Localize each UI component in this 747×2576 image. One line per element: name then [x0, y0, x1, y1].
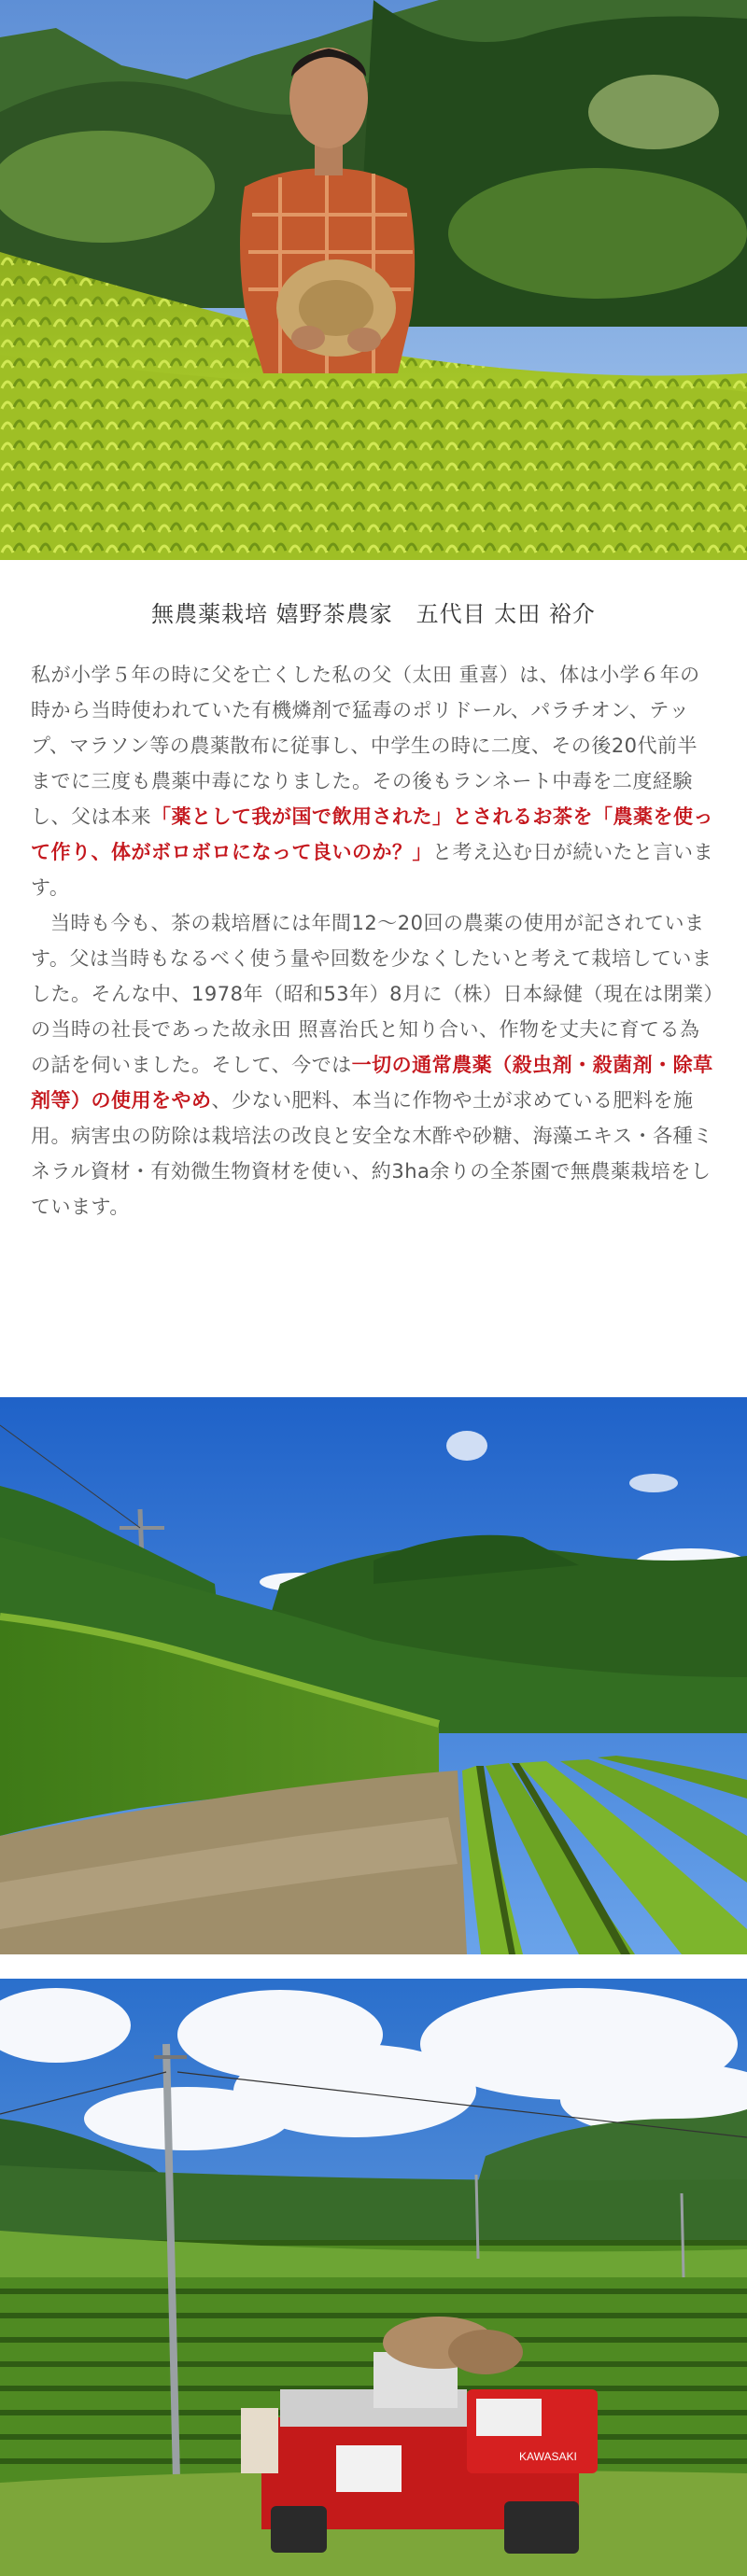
machine-brand-text: KAWASAKI — [519, 2450, 577, 2463]
page-title: 無農薬栽培 嬉野茶農家 五代目 太田 裕介 — [151, 601, 596, 627]
paragraph-text: 当時も今も、茶の栽培暦には年間12～20回の農薬の使用が記されています。父は当時もなるべく使う量や回数を少なくしたいと考えて栽培していました。そんな中、1978年（昭和53年）8月に（株）日本緑健（現在は閉業）の当時の社長であった故永田 照喜治氏と知り合い、作物を丈夫に育てる為の話を伺いました。そして、今では — [31, 912, 714, 1076]
emphasis-text: 一切の通常農薬（殺虫剤・殺菌剤・除草剤等）の使用をやめ — [31, 1054, 713, 1112]
farmer-in-tea-field-photo — [0, 0, 747, 560]
paragraph-text: 、少ない肥料、本当に作物や土が求めている肥料を施用。病害虫の防除は栽培法の改良と安全な木酢や砂糖、海藻エキス・各種ミネラル資材・有効微生物資材を使い、約3ha余りの全茶園で無農薬栽培をしています。 — [31, 1089, 713, 1218]
tea-harvester-photo — [0, 1979, 747, 2576]
paragraph-text: 私が小学５年の時に父を亡くした私の父（太田 重喜）は、体は小学６年の時から当時使われていた有機燐剤で猛毒のポリドール、パラチオン、テップ、マラソン等の農薬散布に従事し、中学生の時に二度、その後20代前半までに三度も農薬中毒になりました。その後もランネート中毒を二度経験し、父は本来 — [31, 664, 700, 828]
tea-terraces-photo — [0, 1397, 747, 1954]
story-text — [31, 657, 716, 1225]
paragraph-text: と考え込む日が続いたと言います。 — [31, 841, 713, 899]
paragraph-pesticide-free — [31, 905, 716, 1225]
emphasis-text: 「薬として我が国で飲用された」とされるお茶を「農薬を使って作り、体がボロボロになって良いのか？」 — [31, 805, 713, 863]
paragraph-father-story — [31, 657, 716, 905]
